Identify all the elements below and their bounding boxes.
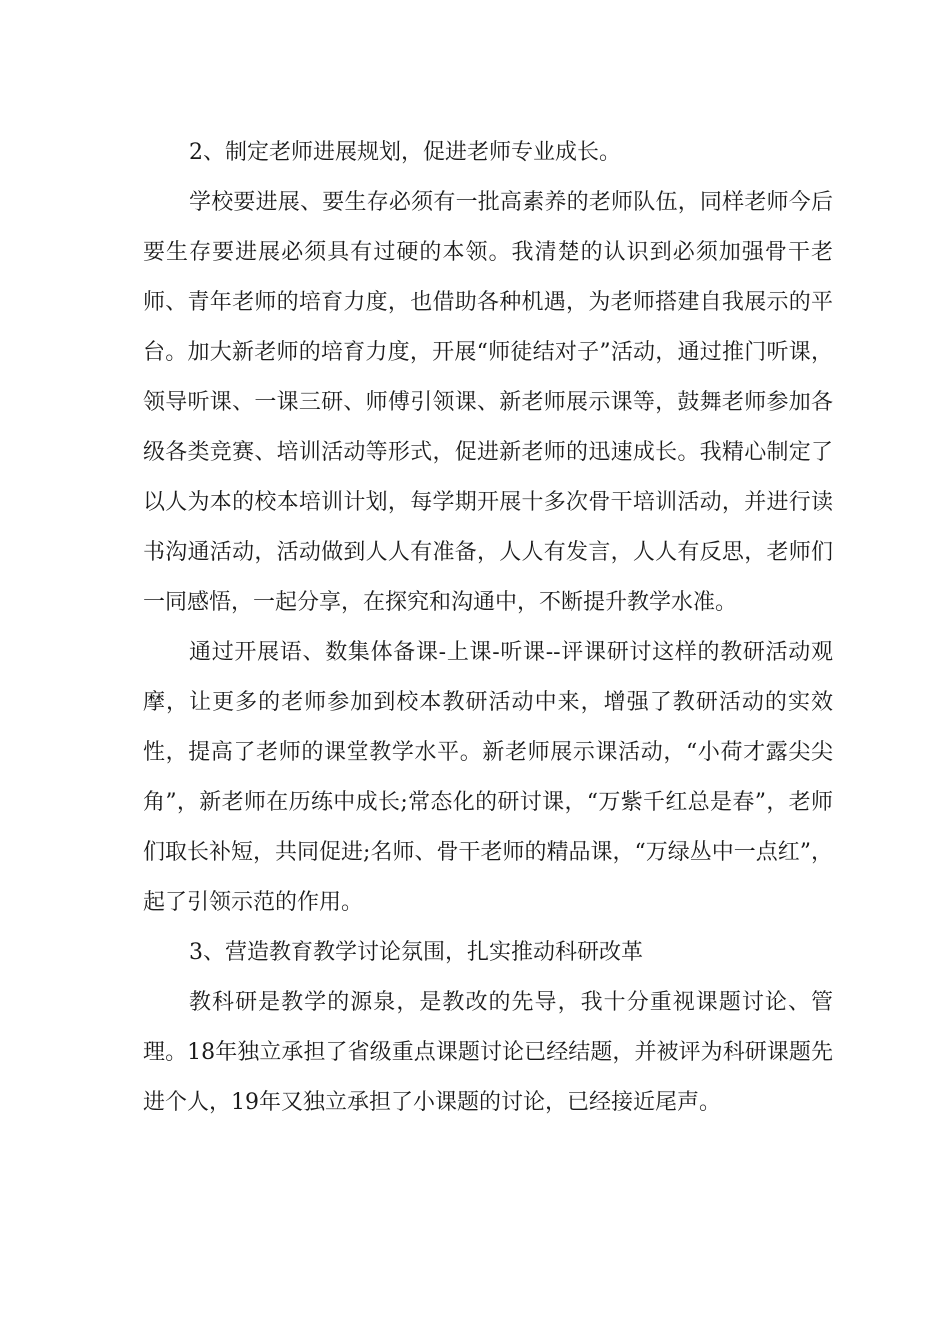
section-heading-3: 3、营造教育教学讨论氛围，扎实推动科研改革	[189, 940, 643, 965]
paragraph-teacher-development: 学校要进展、要生存必须有一批高素养的老师队伍，同样老师今后要生存要进展必须具有过硬的本领。我清楚的认识到必须加强骨干老师、青年老师的培育力度，也借助各种机遇，为老师搭建自我展示的平台。加大新老师的培育力度，开展“师徒结对子”活动，通过推门听课，领导听课、一课三研、师傅引领课、新老师展示课等，鼓舞老师参加各级各类竞赛、培训活动等形式，促进新老师的迅速成长。我精心制定了以人为本的校本培训计划，每学期开展十多次骨干培训活动，并进行读书沟通活动，活动做到人人有准备，人人有发言，人人有反思，老师们一同感悟，一起分享，在探究和沟通中，不断提升教学水准。	[143, 190, 833, 615]
paragraph-research-projects: 教科研是教学的源泉，是教改的先导，我十分重视课题讨论、管理。18年独立承担了省级重点课题讨论已经结题，并被评为科研课题先进个人，19年又独立承担了小课题的讨论，已经接近尾声。	[143, 990, 833, 1115]
document-body	[143, 128, 833, 1128]
paragraph-teaching-research: 通过开展语、数集体备课-上课-听课--评课研讨这样的教研活动观摩，让更多的老师参加到校本教研活动中来，增强了教研活动的实效性，提高了老师的课堂教学水平。新老师展示课活动，“小荷才露尖尖角”，新老师在历练中成长;常态化的研讨课，“万紫千红总是春”，老师们取长补短，共同促进;名师、骨干老师的精品课，“万绿丛中一点红”，起了引领示范的作用。	[143, 640, 833, 915]
section-heading-2: 2、制定老师进展规划，促进老师专业成长。	[189, 140, 621, 165]
